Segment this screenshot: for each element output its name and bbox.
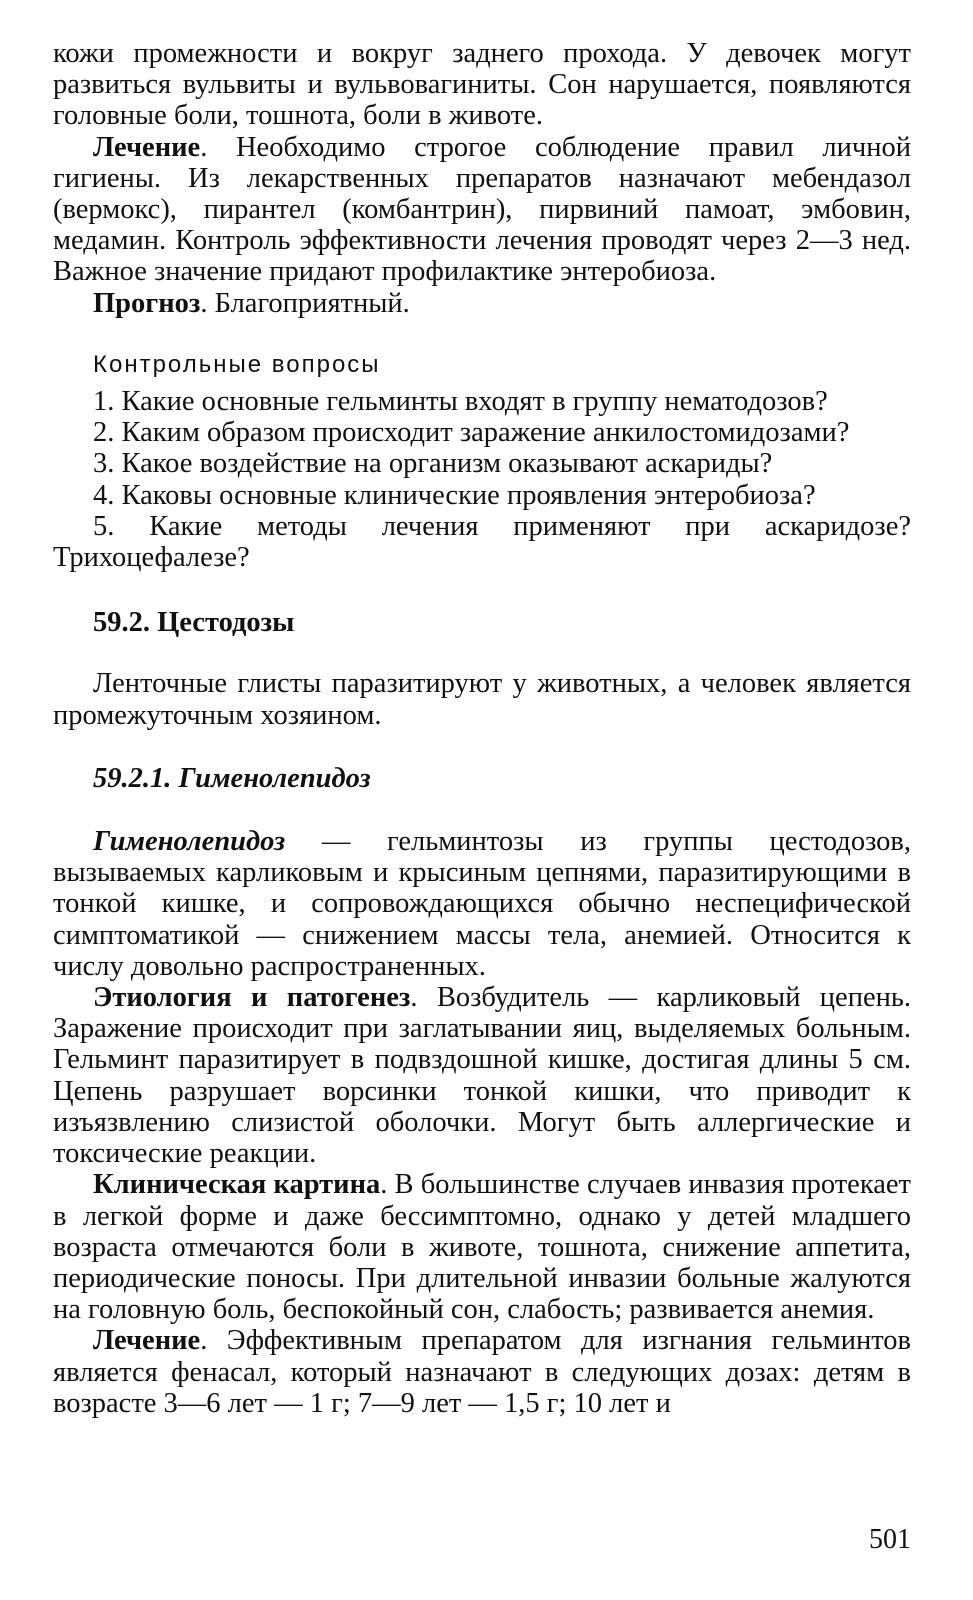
question-item: 4. Каковы основные клинические проявления энтеробиоза? <box>93 479 816 511</box>
section-heading: 59.2. Цестодозы <box>93 607 295 639</box>
subsection-heading: 59.2.1. Гименолепидоз <box>93 762 371 794</box>
paragraph-etiology <box>53 982 911 1169</box>
paragraph-prognosis <box>53 288 911 319</box>
definition-text: — гельминтозы из группы цестодозов, вызываемых карликовым и крысиным цепнями, паразитирующими в тонкой кишке, и сопровождающихся обычно неспецифической симптоматикой — снижением массы тела, анемией. Относится к числу довольно распространенных. <box>53 826 911 982</box>
clinical-text: . В большинстве случаев инвазия протекает в легкой форме и даже бессимптомно, однако у детей младшего возраста отмечаются боли в животе, тошнота, снижение аппетита, периодические поносы. При длительной инвазии больные жалуются на головную боль, беспокойный сон, слабость; развивается анемия. <box>53 1169 911 1326</box>
etiology-label: Этиология и патогенез <box>93 982 411 1014</box>
treatment-text: . Необходимо строгое соблюдение правил личной гигиены. Из лекарственных препаратов назначают мебендазол (вермокс), пирантел (комбантрин), пирвиний памоат, эмбовин, медамин. Контроль эффективности лечения проводят через 2—3 нед. Важное значение придают профилактике энтеробиоза. <box>53 131 911 288</box>
paragraph-treatment <box>53 132 911 288</box>
question-item: 1. Какие основные гельминты входят в группу нематодозов? <box>93 386 828 418</box>
paragraph-definition <box>53 826 911 982</box>
etiology-text: . Возбудитель — карликовый цепень. Заражение происходит при заглатывании яиц, выделяемых больным. Гельминт паразитирует в подвздошной кишке, достигая длины 5 см. Цепень разрушает ворсинки тонкой кишки, что приводит к изъязвлению слизистой оболочки. Могут быть аллергические и токсические реакции. <box>53 982 911 1170</box>
questions-title: Контрольные вопросы <box>93 350 381 378</box>
treatment-2-text: . Эффективным препаратом для изгнания гельминтов является фенасал, который назначают в следующих дозах: детям в возрасте 3—6 лет — 1 г; 7—9 лет — 1,5 г; 10 лет и <box>53 1325 911 1419</box>
treatment-2-label: Лечение <box>93 1325 201 1357</box>
clinical-label: Клиническая картина <box>93 1169 381 1201</box>
section-intro: Ленточные глисты паразитируют у животных, а человек является промежуточным хозяином. <box>53 668 911 731</box>
page-number: 501 <box>869 1524 911 1555</box>
paragraph-intro: кожи промежности и вокруг заднего прохода. У девочек могут развиться вульвиты и вульвовагиниты. Сон нарушается, появляются головные боли, тошнота, боли в животе. <box>53 38 911 132</box>
prognosis-text: . Благоприятный. <box>200 287 410 319</box>
question-item: 3. Какое воздействие на организм оказывают аскариды? <box>93 448 773 480</box>
treatment-label: Лечение <box>93 131 201 163</box>
prognosis-label: Прогноз <box>93 287 201 319</box>
question-item: 2. Каким образом происходит заражение анкилостомидозами? <box>93 417 850 449</box>
questions-list <box>53 386 911 573</box>
definition-term: Гименолепидоз <box>93 826 286 858</box>
question-item: 5. Какие методы лечения применяют при аскаридозе? Трихоцефалезе? <box>53 510 911 574</box>
page-content <box>53 38 911 1419</box>
paragraph-treatment-2 <box>53 1325 911 1419</box>
paragraph-clinical <box>53 1169 911 1325</box>
